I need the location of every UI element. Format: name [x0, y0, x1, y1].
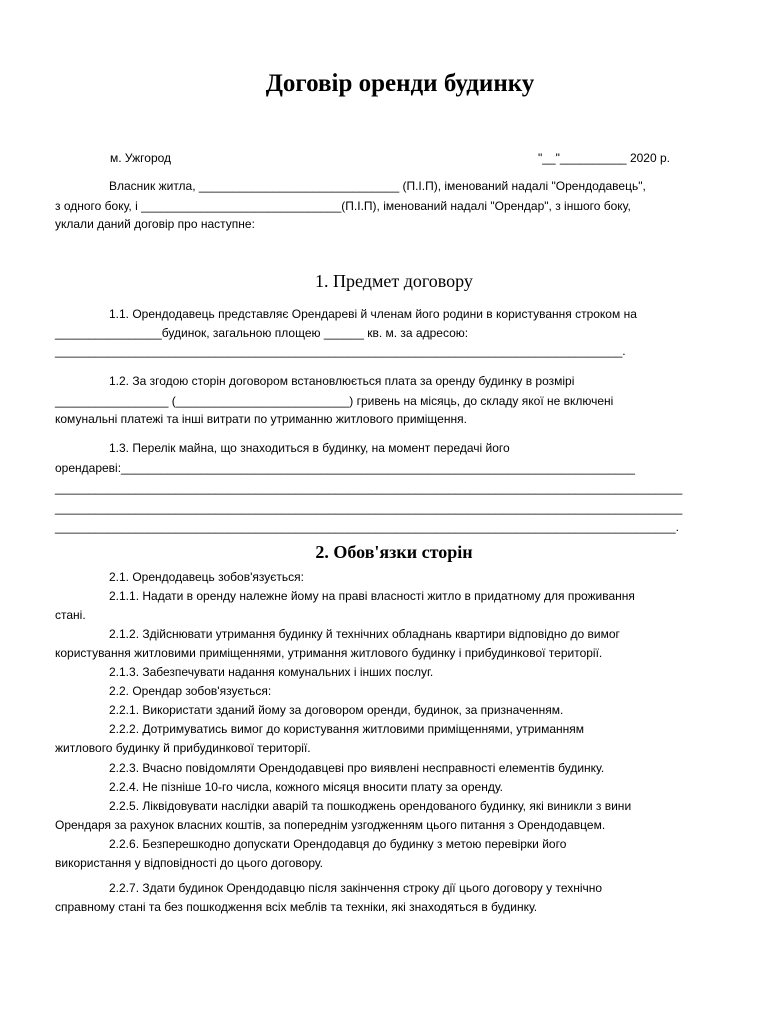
clause-line: справному стані та без пошкодження всіх меблів та техніки, які знаходяться в будинку.	[55, 900, 538, 914]
clause-line: 2.1.1. Надати в оренду належне йому на праві власності житло в придатному для проживання	[109, 589, 635, 603]
clause-line: _____________________________________________________________________________________________.	[55, 520, 679, 534]
intro-line: уклали даний договір про наступне:	[55, 217, 255, 231]
clause-line: 2.2.3. Вчасно повідомляти Орендодавцеві про виявлені несправності елементів будинку.	[109, 761, 605, 775]
intro-line: з одного боку, і ______________________________(П.І.П), іменований надалі "Орендар", з іншого боку,	[55, 199, 631, 213]
clause-line: 2.1.2. Здійснювати утримання будинку й технічних обладнань квартири відповідно до вимог	[109, 627, 620, 641]
clause-line: орендареві:_____________________________________________________________________________	[55, 461, 635, 475]
clause-line: 1.1. Орендодавець представляє Орендареві й членам його родини в користування строком на	[109, 307, 637, 321]
clause-line: житлового будинку й прибудинкової території.	[55, 741, 311, 755]
clause-line: 2.2.2. Дотримуватись вимог до користування житловими приміщеннями, утриманням	[109, 722, 585, 736]
clause-line: 2.2.4. Не пізніше 10-го числа, кожного місяця вносити плату за оренду.	[109, 780, 503, 794]
clause-line: _____________________________________________________________________________________.	[55, 344, 626, 358]
clause-line: 2.2.1. Використати зданий йому за договором оренди, будинок, за призначенням.	[109, 703, 564, 717]
clause-line: ________________будинок, загальною площею ______ кв. м. за адресою:	[55, 326, 469, 340]
clause-line: використання у відповідності до цього договору.	[55, 856, 324, 870]
clause-line: 2.2.6. Безперешкодно допускати Орендодавця до будинку з метою перевірки його	[109, 837, 567, 851]
clause-line: ______________________________________________________________________________________________	[55, 501, 683, 515]
intro-line: Власник житла, ______________________________ (П.І.П), іменований надалі "Орендодавець",	[109, 179, 646, 193]
clause-line: 1.3. Перелік майна, що знаходиться в будинку, на момент передачі його	[109, 441, 510, 455]
clause-line: комунальні платежі та інші витрати по утриманню житлового приміщення.	[55, 412, 467, 426]
clause-line: Орендаря за рахунок власних коштів, за попереднім узгодженням цього питання з Орендодавцем.	[55, 818, 606, 832]
clause-line: стані.	[55, 608, 86, 622]
clause-line: 1.2. За згодою сторін договором встановлюється плата за оренду будинку в розмірі	[109, 374, 575, 388]
section-2-heading: 2. Обов'язки сторін	[315, 542, 473, 562]
clause-line: 2.2. Орендар зобов'язується:	[109, 684, 272, 698]
clause-line: 2.2.7. Здати будинок Орендодавцю після закінчення строку дії цього договору у технічно	[109, 881, 603, 895]
clause-line: 2.1. Орендодавець зобов'язується:	[109, 570, 304, 584]
clause-line: _________________ (__________________________) гривень на місяць, до складу якої не включені	[55, 394, 614, 408]
clause-line: користування житловими приміщеннями, утримання житлового будинку і прибудинкової території.	[55, 646, 603, 660]
clause-line: 2.1.3. Забезпечувати надання комунальних і інших послуг.	[109, 665, 434, 679]
clause-line: ______________________________________________________________________________________________	[55, 481, 683, 495]
date-text: "__"__________ 2020 р.	[538, 151, 670, 165]
document-title: Договір оренди будинку	[265, 70, 535, 97]
section-1-heading: 1. Предмет договору	[315, 271, 473, 291]
clause-line: 2.2.5. Ліквідовувати наслідки аварій та пошкоджень орендованого будинку, які виникли з вини	[109, 799, 632, 813]
place-text: м. Ужгород	[110, 151, 172, 165]
